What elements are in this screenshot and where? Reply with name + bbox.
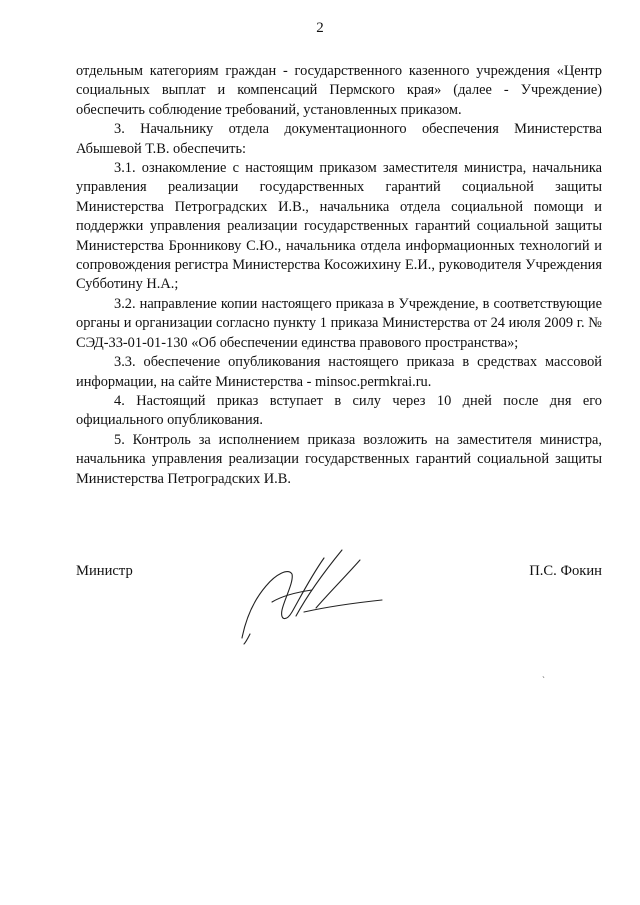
paragraph-item-4: 4. Настоящий приказ вступает в силу через 10 дней после дня его официального опубликования. (76, 392, 602, 429)
paragraph-item-3-1: 3.1. ознакомление с настоящим приказом заместителя министра, начальника управления реализации государственных гарантий социальной защиты Министерства Петроградских И.В., начальника отдела социальной помощи и поддержки управления реализации государственных гарантий социальной защиты Министерства Бронникову С.Ю., начальника отдела информационных технологий и сопровождения регистра Министерства Косожихину Е.И., руководителя Учреждения Субботину Н.А.; (76, 160, 602, 293)
paragraph-item-3: 3. Начальнику отдела документационного обеспечения Министерства Абышевой Т.В. обеспечить: (76, 121, 602, 157)
signatory-name: П.С. Фокин (529, 563, 602, 579)
signatory-title: Министр (76, 563, 133, 579)
page-number: 2 (316, 20, 324, 36)
document-body (76, 62, 602, 489)
paragraph-continuation: отдельным категориям граждан - государственного казенного учреждения «Центр социальных выплат и компенсаций Пермского края» (далее - Учреждение) обеспечить соблюдение требований, установленных приказом. (76, 63, 602, 118)
scan-speck: ˎ (542, 668, 545, 678)
handwritten-signature (232, 538, 392, 648)
paragraph-item-3-2: 3.2. направление копии настоящего приказа в Учреждение, в соответствующие органы и организации согласно пункту 1 приказа Министерства от 24 июля 2009 г. № СЭД-33-01-01-130 «Об обеспечении единства правового пространства»; (76, 295, 602, 351)
paragraph-item-3-3: 3.3. обеспечение опубликования настоящего приказа в средствах массовой информации, на сайте Министерства - minsoc.permkrai.ru. (76, 354, 602, 390)
paragraph-item-5: 5. Контроль за исполнением приказа возложить на заместителя министра, начальника управления реализации государственных гарантий социальной защиты Министерства Петроградских И.В. (76, 431, 602, 487)
